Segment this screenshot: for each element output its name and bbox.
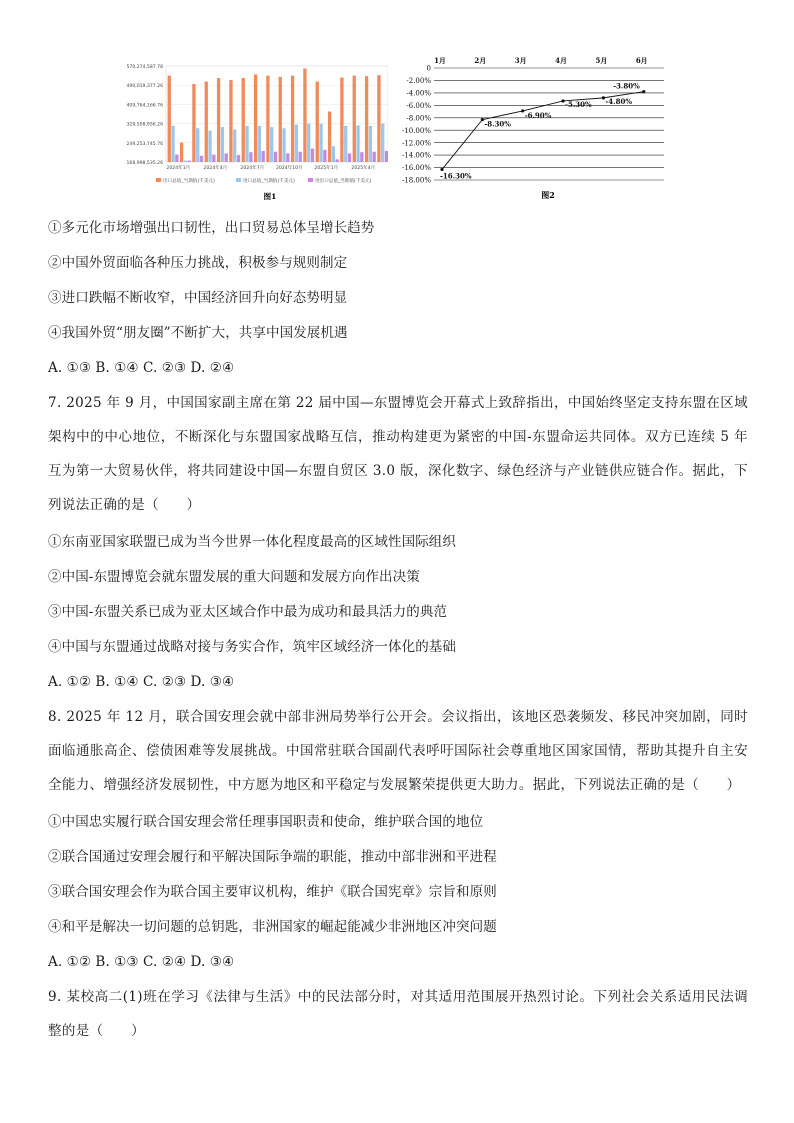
bar-series-1 bbox=[340, 78, 343, 162]
q7-option-2: ②中国-东盟博览会就东盟发展的重大问题和发展方向作出决策 bbox=[48, 569, 420, 585]
bar-series-3 bbox=[385, 151, 388, 162]
bar-series-2 bbox=[270, 127, 273, 162]
month-label: 6月 bbox=[635, 56, 648, 65]
q6-option-2: ②中国外贸面临各种压力挑战，积极参与规则制定 bbox=[48, 255, 348, 271]
bar-series-1 bbox=[316, 82, 319, 162]
bar-series-1 bbox=[353, 76, 356, 162]
bar-series-1 bbox=[377, 75, 380, 162]
y-tick-label: 409,764,166.76 bbox=[126, 103, 163, 109]
bar-series-3 bbox=[175, 155, 178, 162]
bar-series-3 bbox=[274, 152, 277, 162]
y-tick-label: -8.00% bbox=[406, 114, 431, 123]
bar-series-2 bbox=[295, 125, 298, 162]
y-tick-label: 329,508,956.26 bbox=[126, 122, 163, 128]
q6-option-4: ④我国外贸“朋友圈”不断扩大，共享中国发展机遇 bbox=[48, 325, 348, 341]
bar-series-2 bbox=[184, 161, 187, 162]
q8-option-2: ②联合国通过安理会履行和平解决国际争端的职能，推动中部非洲和平进程 bbox=[48, 849, 497, 865]
bar-series-2 bbox=[332, 146, 335, 162]
bar-series-3 bbox=[225, 153, 228, 162]
bar-series-3 bbox=[336, 159, 339, 162]
bar-series-1 bbox=[328, 112, 331, 162]
bar-series-1 bbox=[291, 76, 294, 162]
bar-series-2 bbox=[171, 126, 174, 162]
bar-series-1 bbox=[242, 78, 245, 162]
bar-series-2 bbox=[344, 126, 347, 162]
bar-series-1 bbox=[229, 80, 232, 162]
question-8-stem: 8. 2025 年 12 月，联合国安理会就中部非洲局势举行公开会。会议指出，该地区恐袭频发、移民冲突加剧，同时面临通胀高企、偿债困难等发展挑战。中国常驻联合国副代表呼吁国际社会尊重地区国家国情，帮助其提升自主安全能力、增强经济发展韧性，中方愿为地区和平稳定与发展繁荣提供更大助力。据此，下列说法正确的是（ ） bbox=[48, 709, 748, 793]
q8-option-3: ③联合国安理会作为联合国主要审议机构，维护《联合国宪章》宗旨和原则 bbox=[48, 884, 497, 900]
bar-series-3 bbox=[360, 152, 363, 162]
question-7-stem: 7. 2025 年 9 月，中国国家副主席在第 22 届中国—东盟博览会开幕式上致辞指出，中国始终坚定支持东盟在区域架构中的中心地位，不断深化与东盟国家战略互信，推动构建更为紧密的中国-东盟命运共同体。双方已连续 5 年互为第一大贸易伙伴，将共同建设中国—东盟自贸区 3.0 版，深化数字、绿色经济与产业链供应链合作。据此，下列说法正确的是（ ） bbox=[48, 395, 748, 513]
figure-1-bar-chart bbox=[118, 62, 388, 202]
figure-2-caption: 图2 bbox=[541, 190, 555, 200]
bar-series-1 bbox=[205, 82, 208, 162]
data-label: -5.30% bbox=[565, 99, 592, 109]
bar-series-2 bbox=[221, 127, 224, 162]
y-tick-label: -14.00% bbox=[401, 151, 431, 160]
y-tick-label: 490,019,377.26 bbox=[126, 84, 163, 90]
bar-series-2 bbox=[369, 126, 372, 162]
bar-series-2 bbox=[307, 123, 310, 162]
bar-series-3 bbox=[249, 152, 252, 162]
bar-series-3 bbox=[212, 155, 215, 162]
bar-series-2 bbox=[245, 126, 248, 162]
bar-series-1 bbox=[168, 76, 171, 162]
bar-series-1 bbox=[180, 143, 183, 162]
bar-series-1 bbox=[192, 84, 195, 162]
data-point bbox=[642, 90, 645, 93]
bar-series-2 bbox=[208, 131, 211, 162]
y-tick-label: 249,253,745.76 bbox=[126, 141, 163, 147]
bar-series-1 bbox=[279, 77, 282, 162]
y-tick-label: -10.00% bbox=[401, 126, 431, 135]
y-tick-label: -4.00% bbox=[406, 89, 431, 98]
x-tick-label: 2024年4月 bbox=[203, 166, 228, 171]
bar-series-3 bbox=[348, 153, 351, 162]
y-tick-label: 168,998,535.26 bbox=[126, 161, 163, 166]
y-tick-label: 570,274,587.78 bbox=[126, 65, 163, 70]
bar-series-3 bbox=[237, 155, 240, 162]
bar-series-2 bbox=[258, 126, 261, 162]
x-tick-label: 2024年7月 bbox=[240, 166, 265, 171]
bar-series-1 bbox=[266, 76, 269, 162]
q6-option-1: ①多元化市场增强出口韧性，出口贸易总体呈增长趋势 bbox=[48, 220, 375, 236]
bar-series-2 bbox=[381, 123, 384, 162]
y-tick-label: -12.00% bbox=[401, 139, 431, 148]
bar-series-3 bbox=[373, 152, 376, 162]
q8-option-1: ①中国忠实履行联合国安理会常任理事国职责和使命，维护联合国的地位 bbox=[48, 814, 484, 830]
q8-answer-choices: A. ①② B. ①③ C. ②④ D. ③④ bbox=[48, 954, 235, 970]
y-tick-label: -2.00% bbox=[406, 77, 431, 86]
data-label: -6.90% bbox=[524, 110, 552, 120]
legend-swatch bbox=[156, 178, 161, 182]
month-label: 5月 bbox=[595, 56, 608, 65]
figure-1-caption: 图1 bbox=[263, 192, 277, 201]
q7-option-3: ③中国-东盟关系已成为亚太区域合作中最为成功和最具活力的典范 bbox=[48, 604, 448, 620]
q6-option-3: ③进口跌幅不断收窄，中国经济回升向好态势明显 bbox=[48, 290, 348, 306]
bar-series-1 bbox=[303, 68, 306, 162]
legend-label: 进出口总值_当期值(千美元) bbox=[315, 179, 372, 184]
month-label: 2月 bbox=[474, 56, 487, 65]
bar-series-2 bbox=[319, 123, 322, 162]
y-tick-label: -6.00% bbox=[406, 101, 431, 110]
legend-swatch bbox=[308, 178, 313, 182]
q7-answer-choices: A. ①② B. ①④ C. ②③ D. ③④ bbox=[48, 674, 235, 690]
bar-series-2 bbox=[233, 129, 236, 162]
q8-option-4: ④和平是解决一切问题的总钥匙，非洲国家的崛起能减少非洲地区冲突问题 bbox=[48, 919, 497, 935]
month-label: 3月 bbox=[514, 56, 527, 65]
bar-series-1 bbox=[365, 76, 368, 162]
bar-series-3 bbox=[286, 153, 289, 162]
month-label: 1月 bbox=[434, 56, 446, 65]
data-label: -16.30% bbox=[440, 171, 472, 181]
y-tick-label: -16.00% bbox=[401, 164, 431, 173]
x-tick-label: 2024年10月 bbox=[275, 166, 303, 171]
q6-answer-choices: A. ①③ B. ①④ C. ②③ D. ②④ bbox=[48, 360, 235, 376]
bar-series-2 bbox=[282, 128, 285, 162]
y-tick-label: 0 bbox=[426, 64, 431, 73]
bar-series-3 bbox=[323, 150, 326, 162]
legend-swatch bbox=[236, 178, 241, 182]
data-label: -8.30% bbox=[484, 119, 511, 129]
bar-series-3 bbox=[262, 151, 265, 162]
y-tick-label: -18.00% bbox=[401, 176, 431, 185]
data-label: -4.80% bbox=[605, 96, 633, 106]
x-tick-label: 2024年1月 bbox=[166, 166, 191, 171]
legend-label: 出口总值_当期值(千美元) bbox=[163, 179, 215, 184]
bar-series-2 bbox=[356, 125, 359, 162]
x-tick-label: 2025年1月 bbox=[314, 166, 339, 171]
bar-series-3 bbox=[311, 149, 314, 162]
month-label: 4月 bbox=[555, 56, 567, 65]
bar-series-2 bbox=[196, 128, 199, 162]
data-label: -3.80% bbox=[613, 81, 640, 91]
bar-series-1 bbox=[254, 74, 257, 162]
legend-label: 进口总值_当期值(千美元) bbox=[243, 179, 295, 184]
figure-2-line-chart bbox=[398, 54, 670, 202]
bar-series-3 bbox=[188, 161, 191, 162]
q7-option-4: ④中国与东盟通过战略对接与务实合作，筑牢区域经济一体化的基础 bbox=[48, 639, 456, 655]
q7-option-1: ①东南亚国家联盟已成为当今世界一体化程度最高的区域性国际组织 bbox=[48, 534, 456, 550]
question-9-stem: 9. 某校高二(1)班在学习《法律与生活》中的民法部分时，对其适用范围展开热烈讨论。下列社会关系适用民法调整的是（ ） bbox=[48, 989, 748, 1039]
bar-series-1 bbox=[217, 78, 220, 162]
x-tick-label: 2025年4月 bbox=[351, 166, 376, 171]
bar-series-3 bbox=[299, 152, 302, 162]
bar-series-3 bbox=[200, 156, 203, 162]
